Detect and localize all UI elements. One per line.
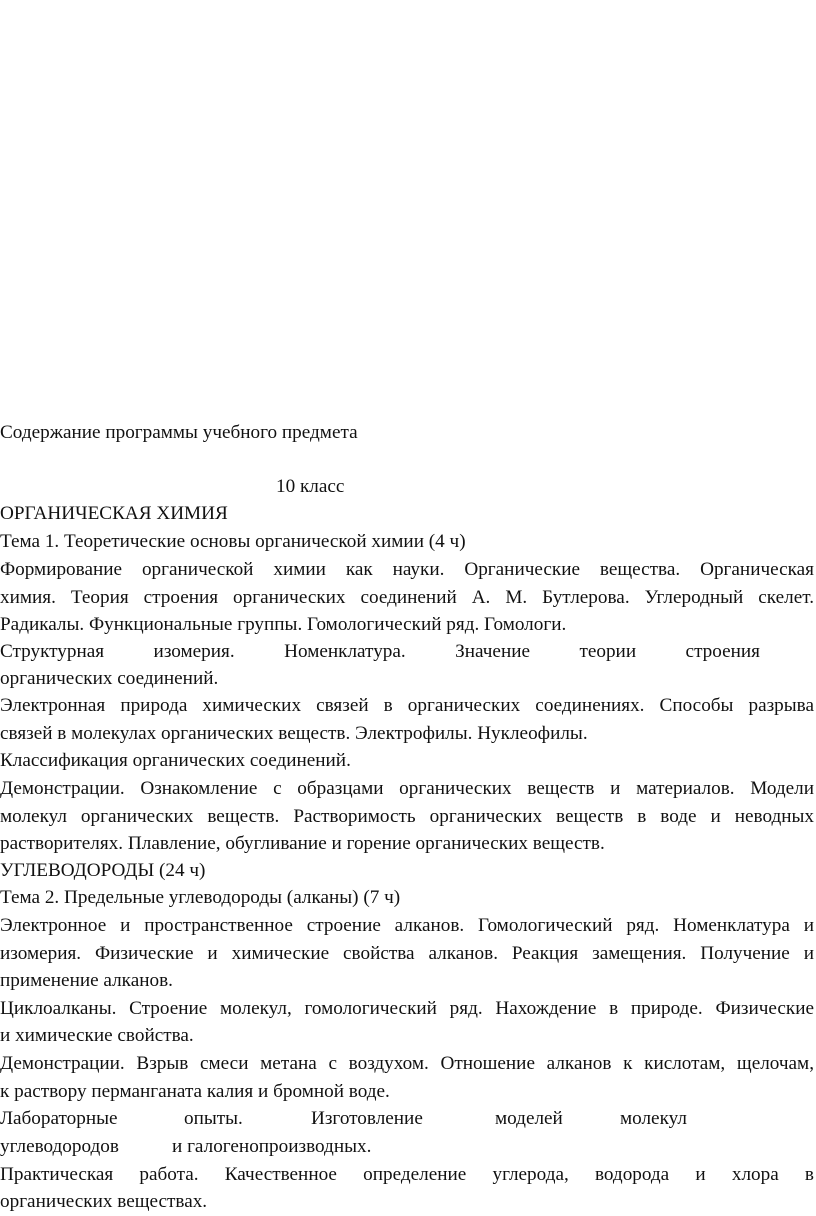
section-hydrocarbons: УГЛЕВОДОРОДЫ (24 ч) (0, 860, 206, 881)
paragraph-5-line-1: Демонстрации. Ознакомление с образцами органических веществ и материалов. Модели (0, 778, 814, 799)
paragraph-2-line-2: органических соединений. (0, 668, 219, 689)
paragraph-5-line-2: молекул органических веществ. Растворимость органических веществ в воде и неводных (0, 806, 814, 827)
lab-word-4: моделей (495, 1108, 563, 1129)
paragraph-1-line-2: химия. Теория строения органических соединений А. М. Бутлерова. Углеродный скелет. (0, 587, 814, 608)
lab-word-5: молекул (620, 1108, 687, 1129)
grade-heading: 10 класс (276, 476, 345, 497)
paragraph-6-line-1: Электронное и пространственное строение алканов. Гомологический ряд. Номенклатура и (0, 915, 814, 936)
lab-word-1: Лабораторные (0, 1108, 118, 1129)
paragraph-6-line-3: применение алканов. (0, 970, 173, 991)
lab-line-2-word-1: углеводородов (0, 1136, 119, 1157)
lab-word-2: опыты. (184, 1108, 243, 1129)
content-title: Содержание программы учебного предмета (0, 422, 358, 443)
paragraph-3-line-2: связей в молекулах органических веществ. Электрофилы. Нуклеофилы. (0, 723, 588, 744)
paragraph-2-line-1: Структурная изомерия. Номенклатура. Значение теории строения (0, 641, 760, 662)
paragraph-7-line-2: и химические свойства. (0, 1025, 194, 1046)
paragraph-7-line-1: Циклоалканы. Строение молекул, гомологический ряд. Нахождение в природе. Физические (0, 998, 814, 1019)
section-organic-chemistry: ОРГАНИЧЕСКАЯ ХИМИЯ (0, 503, 228, 524)
paragraph-1-line-1: Формирование органической химии как науки. Органические вещества. Органическая (0, 559, 814, 580)
paragraph-6-line-2: изомерия. Физические и химические свойства алканов. Реакция замещения. Получение и (0, 943, 814, 964)
paragraph-8-line-1: Демонстрации. Взрыв смеси метана с воздухом. Отношение алканов к кислотам, щелочам, (0, 1053, 814, 1074)
paragraph-5-line-3: растворителях. Плавление, обугливание и горение органических веществ. (0, 833, 605, 854)
topic-1-title: Тема 1. Теоретические основы органической химии (4 ч) (0, 531, 466, 552)
paragraph-8-line-2: к раствору перманганата калия и бромной воде. (0, 1081, 390, 1102)
paragraph-3-line-1: Электронная природа химических связей в органических соединениях. Способы разрыва (0, 695, 814, 716)
paragraph-10-line-1: Практическая работа. Качественное определение углерода, водорода и хлора в (0, 1164, 814, 1185)
paragraph-1-line-3: Радикалы. Функциональные группы. Гомологический ряд. Гомологи. (0, 614, 567, 635)
topic-2-title: Тема 2. Предельные углеводороды (алканы) (7 ч) (0, 887, 401, 908)
paragraph-10-line-2: органических веществах. (0, 1191, 208, 1212)
paragraph-4-line-1: Классификация органических соединений. (0, 750, 351, 771)
lab-word-3: Изготовление (311, 1108, 423, 1129)
lab-line-2-rest: и галогенопроизводных. (172, 1136, 372, 1157)
